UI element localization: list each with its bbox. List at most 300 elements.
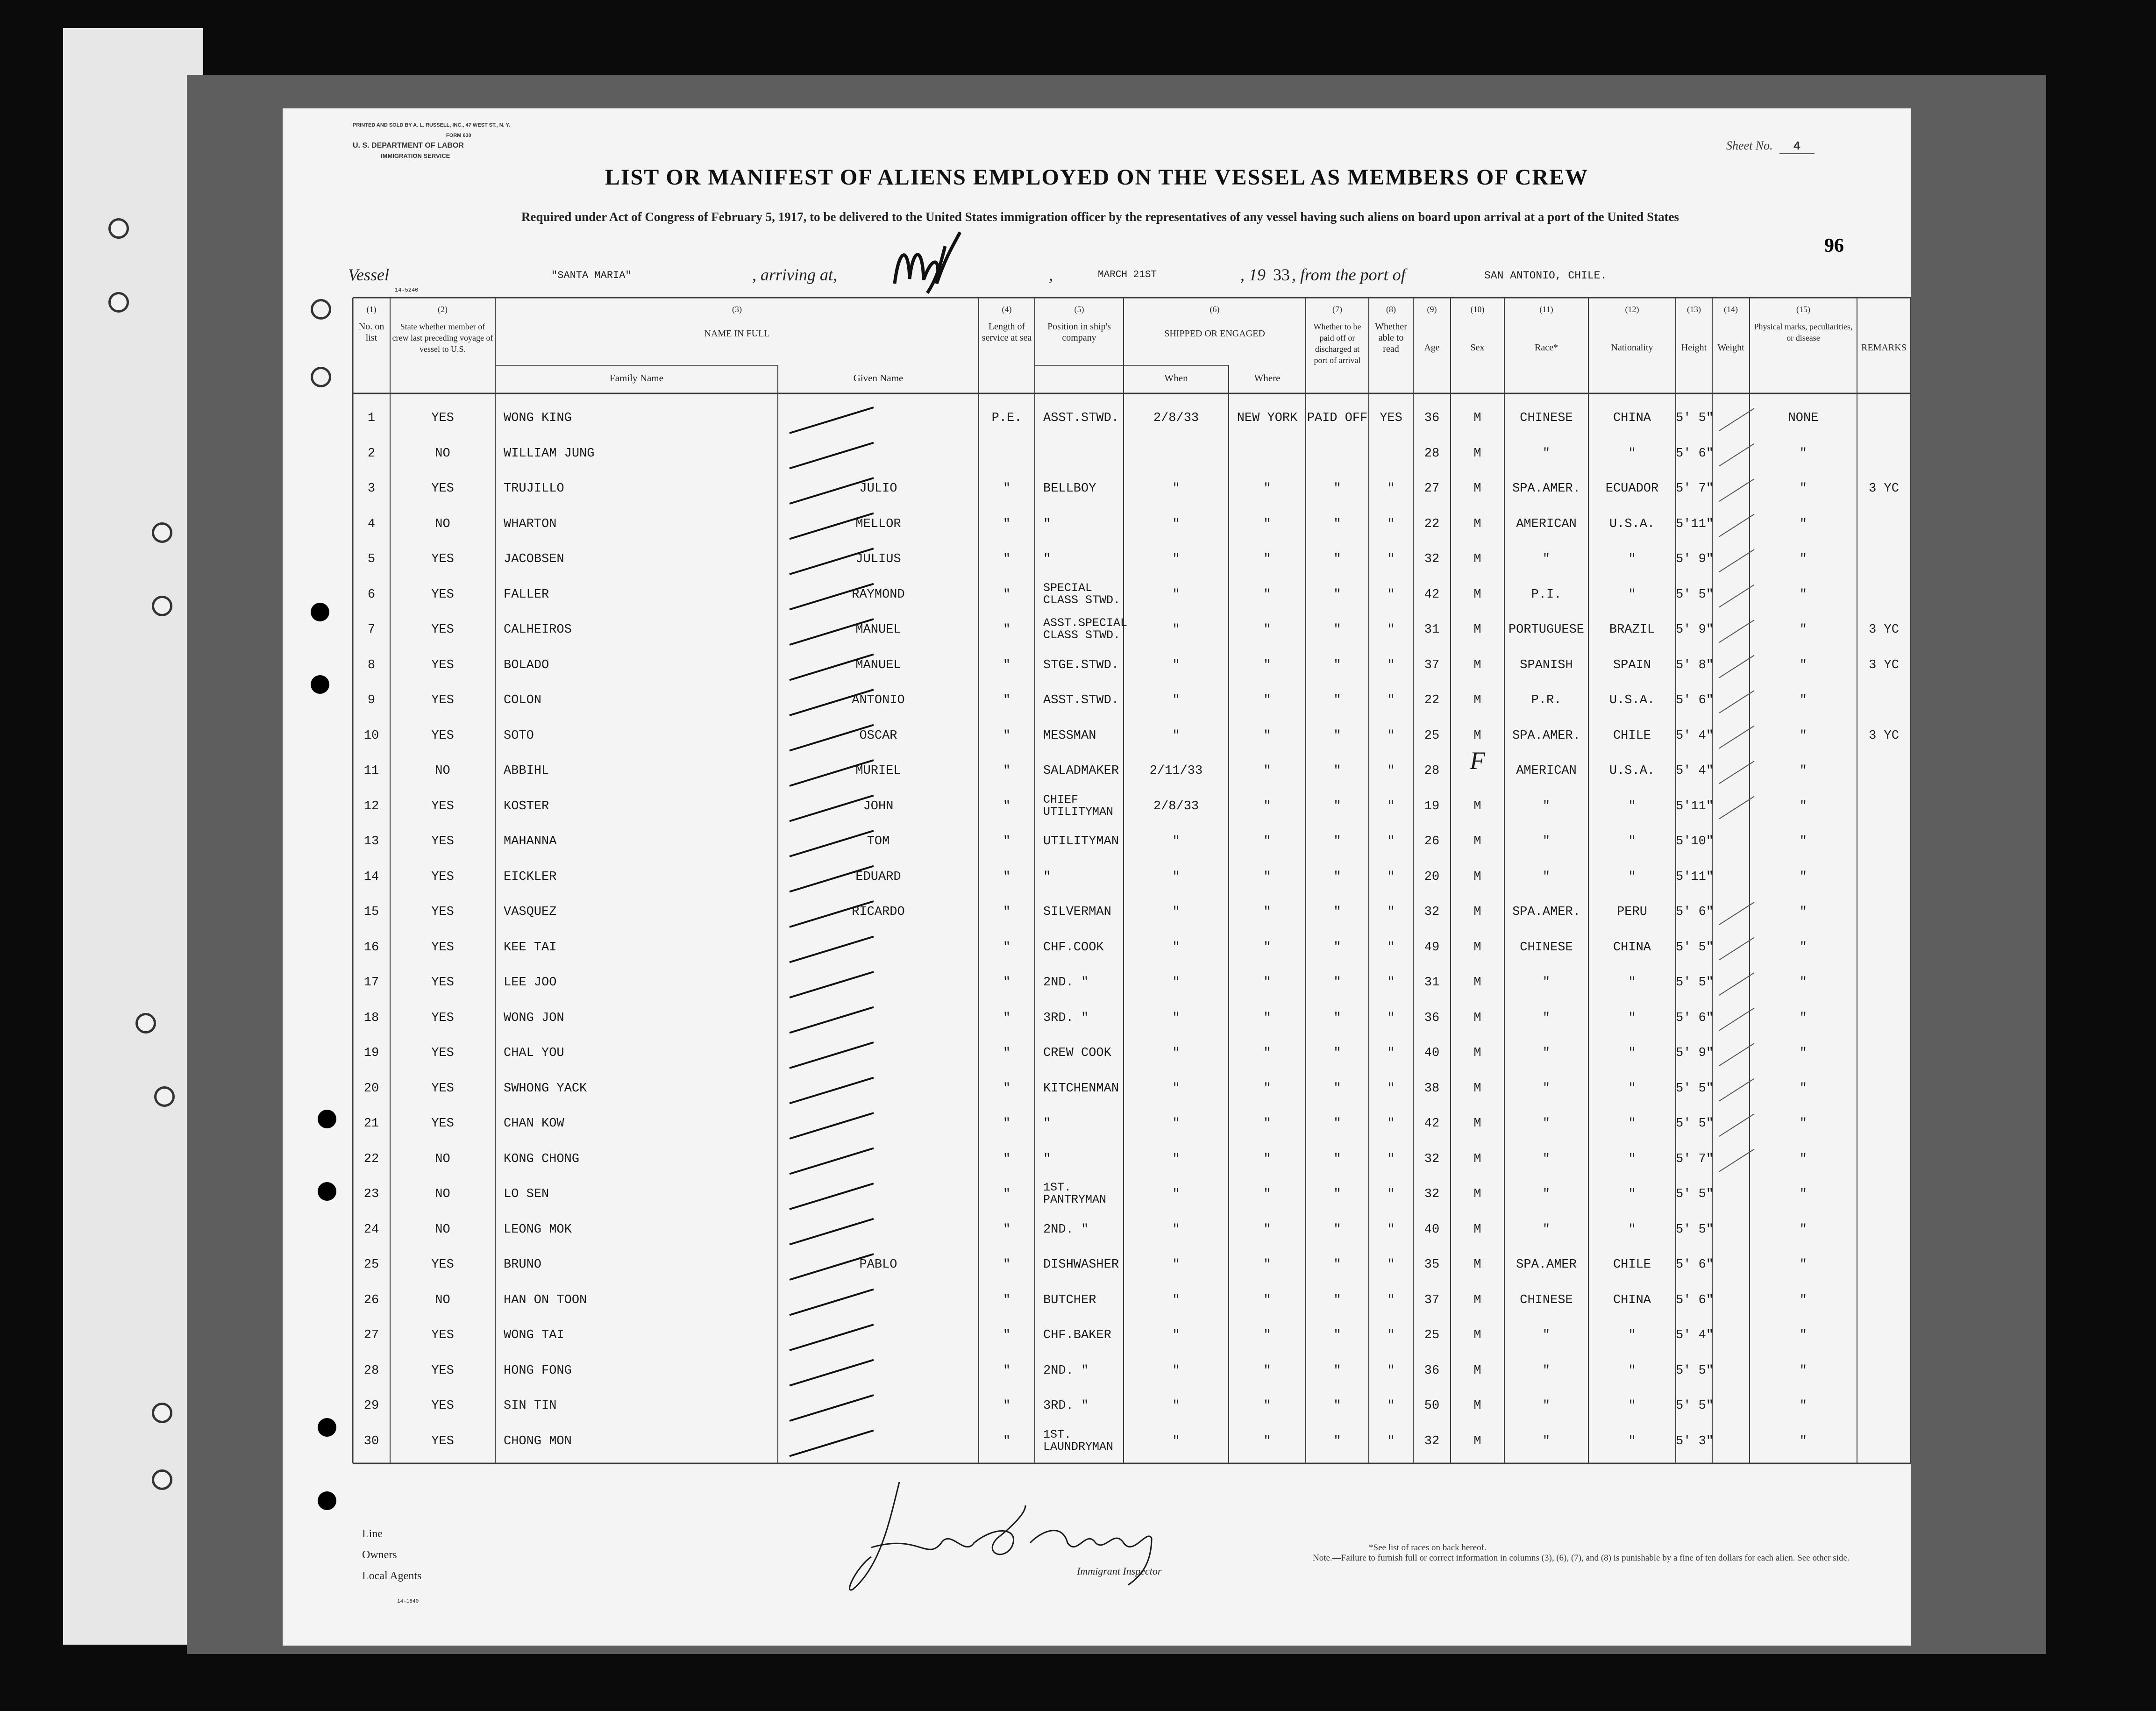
cell-marks: " bbox=[1799, 658, 1807, 672]
cell-when: " bbox=[1172, 1081, 1180, 1096]
cell-position: CHF.COOK bbox=[1043, 940, 1104, 955]
cell-when: " bbox=[1172, 1328, 1180, 1342]
cell-paid: " bbox=[1333, 976, 1341, 990]
left-binder-strip bbox=[63, 28, 203, 1645]
cell-position: 2ND. " bbox=[1043, 976, 1089, 990]
cell-prev: NO bbox=[435, 1222, 450, 1237]
height-check-mark bbox=[1719, 656, 1754, 678]
cell-age: 49 bbox=[1424, 940, 1440, 955]
cell-service: " bbox=[1003, 1293, 1011, 1307]
cell-marks: " bbox=[1799, 1258, 1807, 1272]
column-header-c11: Race* bbox=[1535, 342, 1558, 353]
binder-hole bbox=[152, 1403, 172, 1423]
cell-position: 3RD. " bbox=[1043, 1011, 1089, 1025]
inspector-signature bbox=[843, 1473, 1189, 1604]
cell-nationality: " bbox=[1628, 976, 1636, 990]
cell-read: " bbox=[1387, 482, 1395, 496]
cell-family: SOTO bbox=[504, 728, 534, 743]
check-mark bbox=[790, 1078, 874, 1104]
cell-sex: M bbox=[1473, 552, 1481, 566]
binder-hole bbox=[108, 292, 129, 313]
cell-age: 36 bbox=[1424, 1363, 1440, 1378]
cell-height: 5' 4" bbox=[1676, 764, 1714, 778]
height-check-mark bbox=[1719, 1149, 1754, 1172]
cell-sex: M bbox=[1473, 693, 1481, 707]
cell-race: SPANISH bbox=[1520, 658, 1573, 672]
cell-sex: M bbox=[1473, 976, 1481, 990]
column-number-c5: (5) bbox=[1074, 305, 1084, 314]
cell-service: " bbox=[1003, 1081, 1011, 1096]
cell-marks: " bbox=[1799, 728, 1807, 743]
cell-marks: NONE bbox=[1788, 411, 1819, 425]
cell-marks: " bbox=[1799, 1081, 1807, 1096]
cell-where: " bbox=[1263, 976, 1271, 990]
cell-race: " bbox=[1542, 834, 1551, 848]
cell-no: 2 bbox=[367, 446, 376, 461]
cell-family: CHAN KOW bbox=[504, 1117, 564, 1131]
cell-prev: YES bbox=[431, 1081, 454, 1096]
cell-given: MANUEL bbox=[855, 623, 901, 637]
cell-marks: " bbox=[1799, 623, 1807, 637]
cell-age: 38 bbox=[1424, 1081, 1440, 1096]
cell-sex: M bbox=[1473, 1328, 1481, 1342]
cell-prev: NO bbox=[435, 1187, 450, 1201]
cell-no: 16 bbox=[363, 940, 379, 955]
column-number-c14: (14) bbox=[1724, 305, 1738, 314]
check-mark bbox=[790, 443, 874, 469]
cell-nationality: " bbox=[1628, 1046, 1636, 1060]
cell-height: 5' 7" bbox=[1676, 482, 1714, 496]
column-number-c12: (12) bbox=[1625, 305, 1639, 314]
cell-read: " bbox=[1387, 1222, 1395, 1237]
cell-paid: " bbox=[1333, 1222, 1341, 1237]
cell-no: 3 bbox=[367, 482, 376, 496]
cell-sex: M bbox=[1473, 1399, 1481, 1413]
family-name-subheader: Family Name bbox=[610, 372, 663, 384]
height-check-mark bbox=[1719, 691, 1754, 713]
cell-nationality: " bbox=[1628, 1187, 1636, 1201]
cell-paid: " bbox=[1333, 1363, 1341, 1378]
height-check-mark bbox=[1719, 973, 1754, 995]
binder-hole bbox=[154, 1086, 175, 1107]
check-mark bbox=[790, 1290, 874, 1315]
cell-race: PORTUGUESE bbox=[1508, 623, 1585, 637]
cell-position: 2ND. " bbox=[1043, 1363, 1089, 1378]
cell-when: " bbox=[1172, 1293, 1180, 1307]
column-number-c1: (1) bbox=[366, 305, 377, 314]
column-number-c6: (6) bbox=[1210, 305, 1220, 314]
cell-race: SPA.AMER. bbox=[1512, 728, 1580, 743]
cell-nationality: CHILE bbox=[1613, 1258, 1651, 1272]
cell-when: " bbox=[1172, 1222, 1180, 1237]
cell-no: 1 bbox=[367, 411, 376, 425]
cell-when: " bbox=[1172, 1363, 1180, 1378]
height-check-mark bbox=[1719, 549, 1754, 572]
cell-marks: " bbox=[1799, 1011, 1807, 1025]
cell-where: " bbox=[1263, 482, 1271, 496]
check-mark bbox=[790, 1148, 874, 1174]
cell-prev: YES bbox=[431, 940, 454, 955]
cell-sex: M bbox=[1473, 482, 1481, 496]
cell-service: " bbox=[1003, 1117, 1011, 1131]
cell-where: " bbox=[1263, 1222, 1271, 1237]
cell-where: " bbox=[1263, 1258, 1271, 1272]
cell-nationality: " bbox=[1628, 1328, 1636, 1342]
cell-where: " bbox=[1263, 1293, 1271, 1307]
cell-marks: " bbox=[1799, 870, 1807, 884]
cell-sex: M bbox=[1473, 658, 1481, 672]
binder-hole bbox=[318, 1110, 336, 1128]
cell-position: ASST.STWD. bbox=[1043, 411, 1119, 425]
cell-read: " bbox=[1387, 870, 1395, 884]
cell-race: " bbox=[1542, 1011, 1551, 1025]
cell-no: 8 bbox=[367, 658, 376, 672]
cell-where: " bbox=[1263, 1081, 1271, 1096]
height-check-mark bbox=[1719, 479, 1754, 501]
binder-hole bbox=[152, 596, 172, 616]
cell-service: " bbox=[1003, 976, 1011, 990]
cell-service: " bbox=[1003, 870, 1011, 884]
cell-where: " bbox=[1263, 1046, 1271, 1060]
cell-age: 36 bbox=[1424, 411, 1440, 425]
check-mark bbox=[790, 1219, 874, 1245]
binder-hole bbox=[311, 367, 331, 387]
binder-hole bbox=[108, 218, 129, 239]
cell-height: 5' 9" bbox=[1676, 623, 1714, 637]
cell-paid: " bbox=[1333, 693, 1341, 707]
cell-remarks: 3 YC bbox=[1869, 658, 1899, 672]
cell-position: 2ND. " bbox=[1043, 1222, 1089, 1237]
cell-age: 28 bbox=[1424, 446, 1440, 461]
cell-race: CHINESE bbox=[1520, 940, 1573, 955]
cell-nationality: " bbox=[1628, 446, 1636, 461]
cell-sex: M bbox=[1473, 446, 1481, 461]
cell-position: STGE.STWD. bbox=[1043, 658, 1119, 672]
cell-sex: M bbox=[1473, 799, 1481, 813]
cell-when: " bbox=[1172, 552, 1180, 566]
cell-nationality: CHILE bbox=[1613, 728, 1651, 743]
cell-where: " bbox=[1263, 658, 1271, 672]
cell-age: 40 bbox=[1424, 1222, 1440, 1237]
column-header-c15: Physical marks, peculiarities, or disease bbox=[1754, 322, 1853, 342]
cell-where: " bbox=[1263, 728, 1271, 743]
cell-no: 18 bbox=[363, 1011, 379, 1025]
cell-no: 11 bbox=[363, 764, 379, 778]
cell-nationality: " bbox=[1628, 1011, 1636, 1025]
column-number-c2: (2) bbox=[438, 305, 448, 314]
cell-age: 27 bbox=[1424, 482, 1440, 496]
cell-sex: M bbox=[1473, 1117, 1481, 1131]
cell-age: 50 bbox=[1424, 1399, 1440, 1413]
cell-age: 35 bbox=[1424, 1258, 1440, 1272]
cell-when: 2/11/33 bbox=[1149, 764, 1203, 778]
cell-paid: " bbox=[1333, 1081, 1341, 1096]
cell-given: JULIO bbox=[859, 482, 897, 496]
cell-marks: " bbox=[1799, 905, 1807, 919]
cell-paid: " bbox=[1333, 905, 1341, 919]
cell-prev: YES bbox=[431, 728, 454, 743]
cell-family: CHAL YOU bbox=[504, 1046, 564, 1060]
cell-nationality: U.S.A. bbox=[1609, 764, 1655, 778]
cell-age: 37 bbox=[1424, 1293, 1440, 1307]
cell-read: " bbox=[1387, 1081, 1395, 1096]
cell-nationality: CHINA bbox=[1613, 1293, 1651, 1307]
column-header-c5: Position in ship's company bbox=[1047, 321, 1111, 343]
cell-family: ABBIHL bbox=[504, 764, 549, 778]
cell-height: 5'11" bbox=[1676, 799, 1714, 813]
cell-race: " bbox=[1542, 1117, 1551, 1131]
cell-position: CHIEF UTILITYMAN bbox=[1043, 792, 1114, 819]
cell-prev: YES bbox=[431, 799, 454, 813]
cell-family: BRUNO bbox=[504, 1258, 542, 1272]
cell-when: " bbox=[1172, 870, 1180, 884]
height-check-mark bbox=[1719, 1043, 1754, 1066]
cell-position: " bbox=[1043, 1117, 1051, 1131]
arrival-date: MARCH 21ST bbox=[1098, 270, 1157, 280]
cell-no: 6 bbox=[367, 587, 376, 602]
cell-when: " bbox=[1172, 1399, 1180, 1413]
cell-nationality: " bbox=[1628, 587, 1636, 602]
cell-prev: NO bbox=[435, 517, 450, 531]
cell-marks: " bbox=[1799, 940, 1807, 955]
cell-service: " bbox=[1003, 764, 1011, 778]
cell-nationality: U.S.A. bbox=[1609, 517, 1655, 531]
cell-service: " bbox=[1003, 728, 1011, 743]
column-header-c1: No. on list bbox=[358, 321, 384, 343]
cell-service: " bbox=[1003, 1434, 1011, 1448]
cell-given: MELLOR bbox=[855, 517, 901, 531]
footnote bbox=[1313, 1543, 1873, 1563]
check-mark bbox=[790, 1007, 874, 1033]
cell-sex: M bbox=[1473, 1434, 1481, 1448]
cell-marks: " bbox=[1799, 1046, 1807, 1060]
cell-service: " bbox=[1003, 517, 1011, 531]
cell-race: SPA.AMER bbox=[1516, 1258, 1577, 1272]
cell-where: " bbox=[1263, 1434, 1271, 1448]
column-number-c11: (11) bbox=[1539, 305, 1553, 314]
height-check-mark bbox=[1719, 408, 1754, 431]
cell-sex: M bbox=[1473, 623, 1481, 637]
cell-sex: M bbox=[1473, 1187, 1481, 1201]
column-number-c9: (9) bbox=[1427, 305, 1437, 314]
check-mark bbox=[790, 937, 874, 962]
cell-paid: " bbox=[1333, 1258, 1341, 1272]
cell-sex: M bbox=[1473, 940, 1481, 955]
cell-read: " bbox=[1387, 1187, 1395, 1201]
cell-age: 42 bbox=[1424, 1117, 1440, 1131]
cell-remarks: 3 YC bbox=[1869, 623, 1899, 637]
cell-where: " bbox=[1263, 905, 1271, 919]
cell-age: 32 bbox=[1424, 905, 1440, 919]
cell-given: JULIUS bbox=[855, 552, 901, 566]
cell-paid: " bbox=[1333, 1328, 1341, 1342]
cell-read: " bbox=[1387, 1258, 1395, 1272]
cell-position: ASST.SPECIAL CLASS STWD. bbox=[1043, 616, 1128, 642]
footnote-races: *See list of races on back hereof. bbox=[1369, 1543, 1487, 1553]
cell-no: 10 bbox=[363, 728, 379, 743]
cell-sex: F bbox=[1470, 747, 1485, 775]
cell-height: 5' 5" bbox=[1676, 976, 1714, 990]
cell-no: 30 bbox=[363, 1434, 379, 1448]
cell-sex: M bbox=[1473, 728, 1481, 743]
cell-paid: " bbox=[1333, 658, 1341, 672]
cell-age: 22 bbox=[1424, 693, 1440, 707]
cell-age: 32 bbox=[1424, 552, 1440, 566]
cell-height: 5' 9" bbox=[1676, 552, 1714, 566]
column-header-c3: NAME IN FULL bbox=[704, 328, 770, 339]
cell-height: 5'10" bbox=[1676, 834, 1714, 848]
cell-no: 27 bbox=[363, 1328, 379, 1342]
cell-where: " bbox=[1263, 1328, 1271, 1342]
cell-position: 1ST. PANTRYMAN bbox=[1043, 1181, 1107, 1206]
cell-service: " bbox=[1003, 1187, 1011, 1201]
cell-position: CHF.BAKER bbox=[1043, 1328, 1111, 1342]
cell-family: TRUJILLO bbox=[504, 482, 564, 496]
cell-service: " bbox=[1003, 693, 1011, 707]
cell-paid: " bbox=[1333, 517, 1341, 531]
cell-age: 32 bbox=[1424, 1187, 1440, 1201]
cell-when: " bbox=[1172, 1117, 1180, 1131]
cell-given: OSCAR bbox=[859, 728, 897, 743]
cell-height: 5' 7" bbox=[1676, 1152, 1714, 1166]
document-title: LIST OR MANIFEST OF ALIENS EMPLOYED ON THE VESSEL AS MEMBERS OF CREW bbox=[605, 165, 1589, 190]
column-number-c7: (7) bbox=[1332, 305, 1342, 314]
cell-family: WHARTON bbox=[504, 517, 557, 531]
check-mark bbox=[790, 1360, 874, 1386]
cell-prev: YES bbox=[431, 552, 454, 566]
column-header-c16: REMARKS bbox=[1861, 342, 1907, 353]
cell-height: 5' 6" bbox=[1676, 446, 1714, 461]
cell-no: 26 bbox=[363, 1293, 379, 1307]
cell-paid: " bbox=[1333, 552, 1341, 566]
cell-family: JACOBSEN bbox=[504, 552, 564, 566]
cell-height: 5' 5" bbox=[1676, 1363, 1714, 1378]
cell-age: 25 bbox=[1424, 728, 1440, 743]
year-suffix: 33 bbox=[1273, 265, 1290, 284]
cell-prev: YES bbox=[431, 623, 454, 637]
binder-hole bbox=[318, 1491, 336, 1510]
cell-service: " bbox=[1003, 905, 1011, 919]
cell-read: " bbox=[1387, 552, 1395, 566]
cell-family: HAN ON TOON bbox=[504, 1293, 587, 1307]
form-code-bottom: 14-1840 bbox=[397, 1599, 419, 1604]
comma-sep: , bbox=[1049, 265, 1053, 284]
manifest-sheet bbox=[283, 108, 1911, 1646]
document-subtitle: Required under Act of Congress of February 5, 1917, to be delivered to the United States immigration officer by the representatives of any vessel having such aliens on board upon arrival at a port of the United States bbox=[521, 210, 1679, 224]
column-header-c13: Height bbox=[1681, 342, 1707, 353]
cell-race: " bbox=[1542, 1081, 1551, 1096]
cell-prev: YES bbox=[431, 834, 454, 848]
service-name: IMMIGRATION SERVICE bbox=[381, 152, 450, 159]
cell-read: " bbox=[1387, 905, 1395, 919]
cell-sex: M bbox=[1473, 411, 1481, 425]
cell-nationality: " bbox=[1628, 1222, 1636, 1237]
cell-paid: " bbox=[1333, 482, 1341, 496]
cell-read: " bbox=[1387, 1117, 1395, 1131]
cell-nationality: " bbox=[1628, 1152, 1636, 1166]
cell-race: " bbox=[1542, 552, 1551, 566]
cell-where: " bbox=[1263, 1117, 1271, 1131]
form-code-top: 14-5240 bbox=[395, 287, 419, 293]
cell-when: " bbox=[1172, 1187, 1180, 1201]
cell-marks: " bbox=[1799, 446, 1807, 461]
cell-family: SWHONG YACK bbox=[504, 1081, 587, 1096]
cell-read: " bbox=[1387, 1363, 1395, 1378]
cell-position: " bbox=[1043, 1152, 1051, 1166]
binder-hole bbox=[152, 1469, 172, 1490]
cell-sex: M bbox=[1473, 834, 1481, 848]
cell-no: 7 bbox=[367, 623, 376, 637]
arriving-label: , arriving at, bbox=[752, 265, 838, 284]
cell-given: RAYMOND bbox=[852, 587, 905, 602]
cell-height: 5' 4" bbox=[1676, 1328, 1714, 1342]
cell-paid: " bbox=[1333, 728, 1341, 743]
cell-age: 37 bbox=[1424, 658, 1440, 672]
cell-height: 5'11" bbox=[1676, 870, 1714, 884]
cell-when: " bbox=[1172, 658, 1180, 672]
cell-where: " bbox=[1263, 552, 1271, 566]
cell-marks: " bbox=[1799, 1328, 1807, 1342]
cell-nationality: SPAIN bbox=[1613, 658, 1651, 672]
footnote-note: Note.—Failure to furnish full or correct information in columns (3), (6), (7), and (8) is punishable by a fine of ten dollars for each alien. See other side. bbox=[1313, 1553, 1850, 1563]
column-header-c12: Nationality bbox=[1611, 342, 1653, 353]
cell-prev: YES bbox=[431, 693, 454, 707]
cell-paid: " bbox=[1333, 870, 1341, 884]
cell-paid: " bbox=[1333, 1117, 1341, 1131]
column-header-c9: Age bbox=[1424, 342, 1440, 353]
cell-read: " bbox=[1387, 1293, 1395, 1307]
cell-prev: YES bbox=[431, 905, 454, 919]
cell-family: WONG KING bbox=[504, 411, 572, 425]
cell-paid: " bbox=[1333, 764, 1341, 778]
check-mark bbox=[790, 1395, 874, 1421]
cell-sex: M bbox=[1473, 1152, 1481, 1166]
cell-where: " bbox=[1263, 693, 1271, 707]
immigrant-inspector-label: Immigrant Inspector bbox=[1077, 1565, 1162, 1577]
shipped-where-subheader: Where bbox=[1254, 372, 1281, 384]
cell-service: " bbox=[1003, 1222, 1011, 1237]
cell-height: 5' 6" bbox=[1676, 1258, 1714, 1272]
cell-read: " bbox=[1387, 517, 1395, 531]
cell-position: MESSMAN bbox=[1043, 728, 1096, 743]
cell-age: 31 bbox=[1424, 623, 1440, 637]
cell-no: 29 bbox=[363, 1399, 379, 1413]
cell-read: " bbox=[1387, 1434, 1395, 1448]
cell-family: MAHANNA bbox=[504, 834, 557, 848]
cell-family: WONG TAI bbox=[504, 1328, 564, 1342]
cell-service: " bbox=[1003, 834, 1011, 848]
cell-no: 28 bbox=[363, 1363, 379, 1378]
cell-prev: YES bbox=[431, 1328, 454, 1342]
cell-given: PABLO bbox=[859, 1258, 897, 1272]
cell-no: 5 bbox=[367, 552, 376, 566]
cell-height: 5' 4" bbox=[1676, 728, 1714, 743]
binder-hole bbox=[318, 1418, 336, 1437]
cell-nationality: " bbox=[1628, 1081, 1636, 1096]
cell-marks: " bbox=[1799, 482, 1807, 496]
cell-family: LEE JOO bbox=[504, 976, 557, 990]
cell-race: " bbox=[1542, 1328, 1551, 1342]
cell-nationality: " bbox=[1628, 1434, 1636, 1448]
cell-paid: " bbox=[1333, 1399, 1341, 1413]
vessel-label: Vessel bbox=[348, 265, 389, 284]
cell-nationality: PERU bbox=[1617, 905, 1647, 919]
cell-where: " bbox=[1263, 587, 1271, 602]
cell-sex: M bbox=[1473, 517, 1481, 531]
height-check-mark bbox=[1719, 585, 1754, 607]
cell-height: 5' 5" bbox=[1676, 1187, 1714, 1201]
cell-height: 5' 6" bbox=[1676, 1293, 1714, 1307]
